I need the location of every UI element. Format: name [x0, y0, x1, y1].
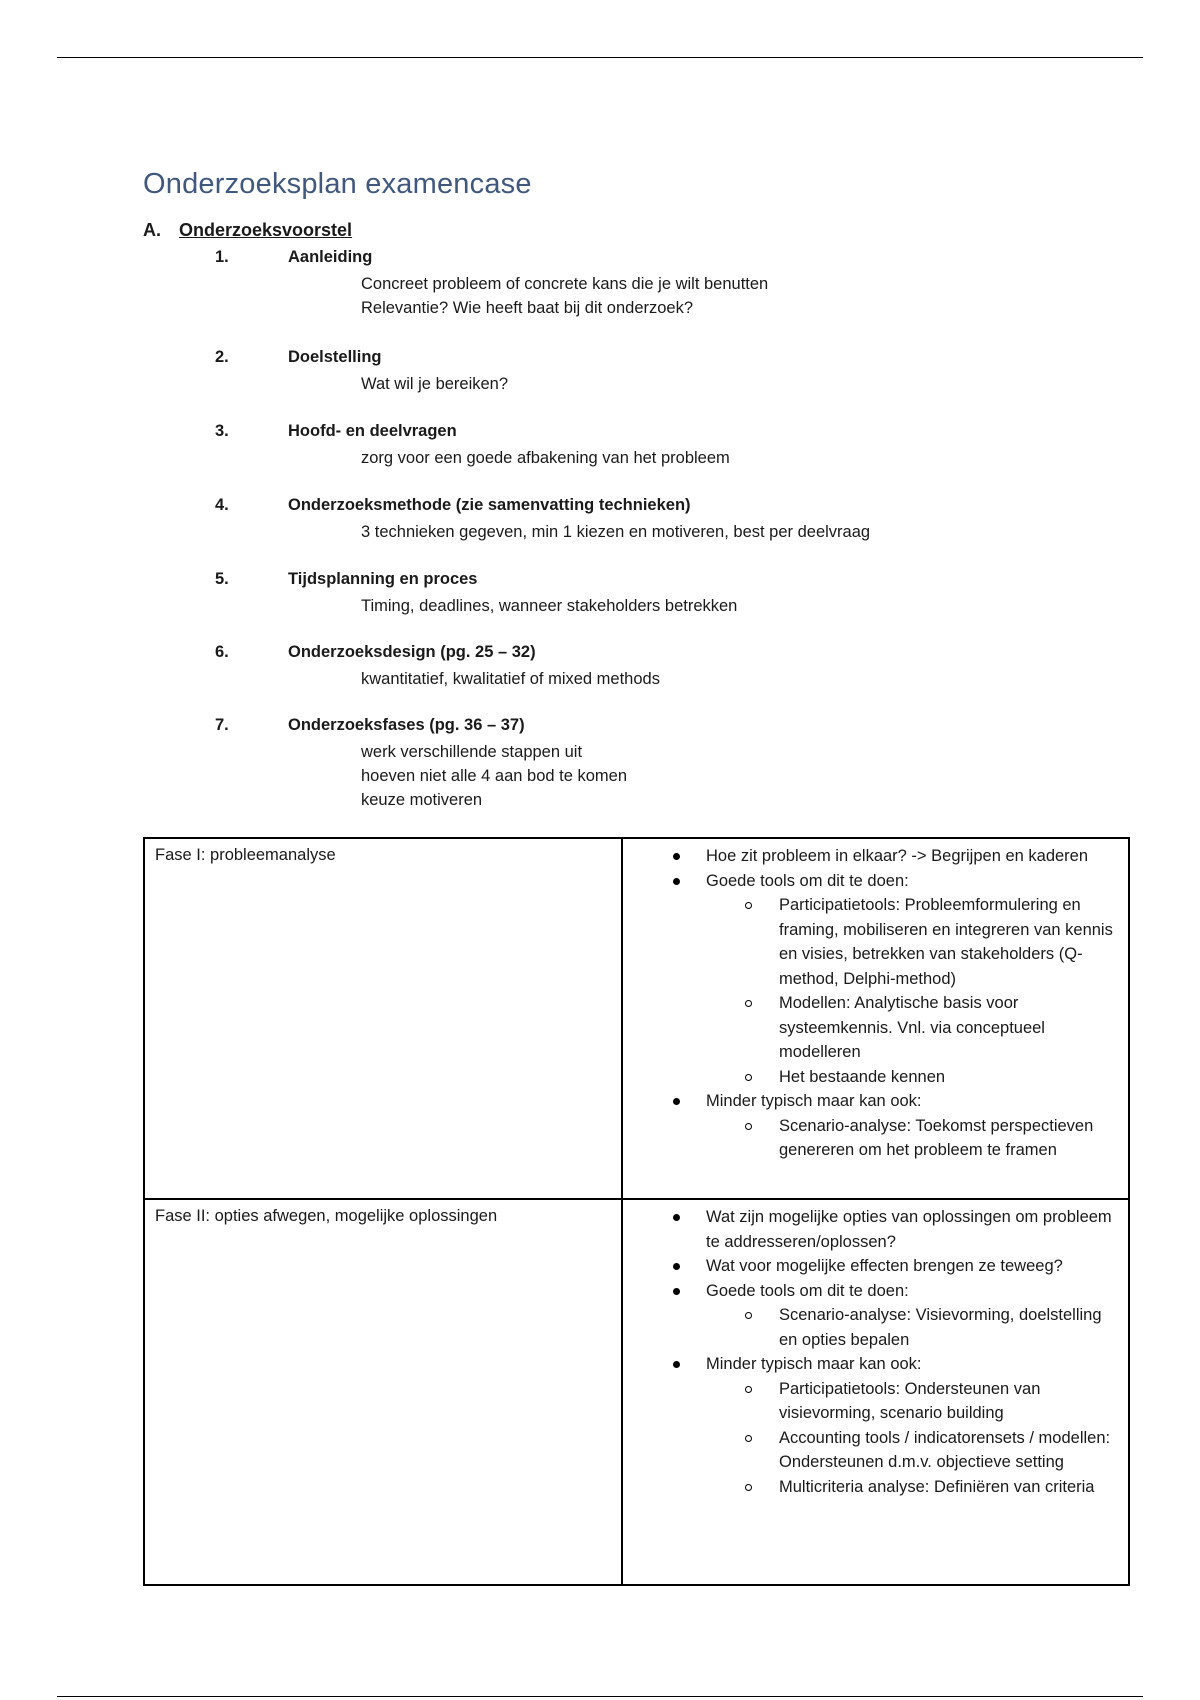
item-description-line: Relevantie? Wie heeft baat bij dit onderzoek? [361, 299, 694, 317]
item-heading: Onderzoeksfases (pg. 36 – 37) [288, 716, 525, 734]
item-heading: Doelstelling [288, 348, 382, 366]
sub-bullet-item: Het bestaande kennen [623, 1065, 1118, 1090]
sub-bullet-item: Scenario-analyse: Visievorming, doelstelling en opties bepalen [623, 1303, 1118, 1352]
bullet-text: Minder typisch maar kan ook: [706, 1092, 922, 1110]
item-description-line: keuze motiveren [361, 791, 483, 809]
phase-name-cell [144, 838, 622, 1199]
phase-details-cell [622, 838, 1129, 1199]
bullet-list [623, 1205, 1118, 1499]
item-heading: Hoofd- en deelvragen [288, 422, 457, 440]
section-heading [143, 220, 352, 241]
table-row [144, 838, 1129, 1199]
bullet-text: Wat zijn mogelijke opties van oplossingen om probleem te addresseren/oplossen? [706, 1208, 1112, 1251]
item-description-line: Concreet probleem of concrete kans die je wilt benutten [361, 275, 769, 293]
item-heading: Onderzoeksdesign (pg. 25 – 32) [288, 643, 536, 661]
bullet-text: Minder typisch maar kan ook: [706, 1355, 922, 1373]
item-description-line: werk verschillende stappen uit [361, 743, 583, 761]
section-letter: A. [143, 220, 161, 240]
bullet-text: Hoe zit probleem in elkaar? -> Begrijpen en kaderen [706, 847, 1089, 865]
item-heading: Tijdsplanning en proces [288, 570, 478, 588]
header-rule [57, 57, 1143, 58]
footer-rule [57, 1696, 1143, 1697]
item-description-line: Timing, deadlines, wanneer stakeholders betrekken [361, 597, 738, 615]
item-description-line: zorg voor een goede afbakening van het probleem [361, 449, 730, 467]
sub-bullet-list [706, 1303, 1118, 1352]
section-label: Onderzoeksvoorstel [179, 220, 353, 240]
sub-bullet-list [706, 893, 1118, 1089]
item-number: 4. [215, 496, 229, 514]
item-description [361, 740, 627, 812]
bullet-item [623, 869, 1118, 1090]
sub-bullet-item: Participatietools: Probleemformulering en framing, mobiliseren en integreren van kennis en visies, betrekken van stakeholders (Q-method, Delphi-method) [623, 893, 1118, 991]
item-description-line: kwantitatief, kwalitatief of mixed methods [361, 670, 660, 688]
item-description [361, 446, 730, 470]
item-description [361, 520, 870, 544]
sub-bullet-item: Scenario-analyse: Toekomst perspectieven genereren om het probleem te framen [623, 1114, 1118, 1163]
phase-name: Fase I: probleemanalyse [155, 846, 336, 864]
bullet-text: Wat voor mogelijke effecten brengen ze teweeg? [706, 1257, 1063, 1275]
item-description [361, 667, 660, 691]
item-description-line: hoeven niet alle 4 aan bod te komen [361, 767, 628, 785]
bullet-list [623, 844, 1118, 1163]
item-number: 5. [215, 570, 229, 588]
bullet-item [623, 1279, 1118, 1353]
item-heading: Onderzoeksmethode (zie samenvatting technieken) [288, 496, 691, 514]
bullet-item [623, 1352, 1118, 1499]
sub-bullet-list [706, 1377, 1118, 1500]
item-number: 6. [215, 643, 229, 661]
item-heading: Aanleiding [288, 248, 373, 266]
item-number: 3. [215, 422, 229, 440]
phase-details-cell [622, 1199, 1129, 1585]
table-row [144, 1199, 1129, 1585]
page-title: Onderzoeksplan examencase [143, 168, 532, 200]
item-description [361, 372, 508, 396]
item-description [361, 594, 737, 618]
sub-bullet-list [706, 1114, 1118, 1163]
item-description-line: Wat wil je bereiken? [361, 375, 509, 393]
bullet-item [623, 1254, 1118, 1279]
bullet-item [623, 844, 1118, 869]
item-description [361, 272, 768, 320]
bullet-text: Goede tools om dit te doen: [706, 1281, 909, 1300]
bullet-item [623, 1205, 1118, 1254]
sub-bullet-item: Modellen: Analytische basis voor systeemkennis. Vnl. via conceptueel modelleren [623, 991, 1118, 1065]
bullet-text: Goede tools om dit te doen: [706, 871, 909, 890]
sub-bullet-item: Multicriteria analyse: Definiëren van criteria [623, 1475, 1118, 1500]
sub-bullet-item: Accounting tools / indicatorensets / modellen: Ondersteunen d.m.v. objectieve setting [623, 1426, 1118, 1475]
item-number: 1. [215, 248, 229, 266]
item-number: 2. [215, 348, 229, 366]
phases-table [143, 837, 1130, 1586]
item-number: 7. [215, 716, 229, 734]
item-description-line: 3 technieken gegeven, min 1 kiezen en motiveren, best per deelvraag [361, 523, 871, 541]
phase-name-cell [144, 1199, 622, 1585]
bullet-item [623, 1089, 1118, 1163]
sub-bullet-item: Participatietools: Ondersteunen van visievorming, scenario building [623, 1377, 1118, 1426]
phase-name: Fase II: opties afwegen, mogelijke oplossingen [155, 1207, 498, 1225]
